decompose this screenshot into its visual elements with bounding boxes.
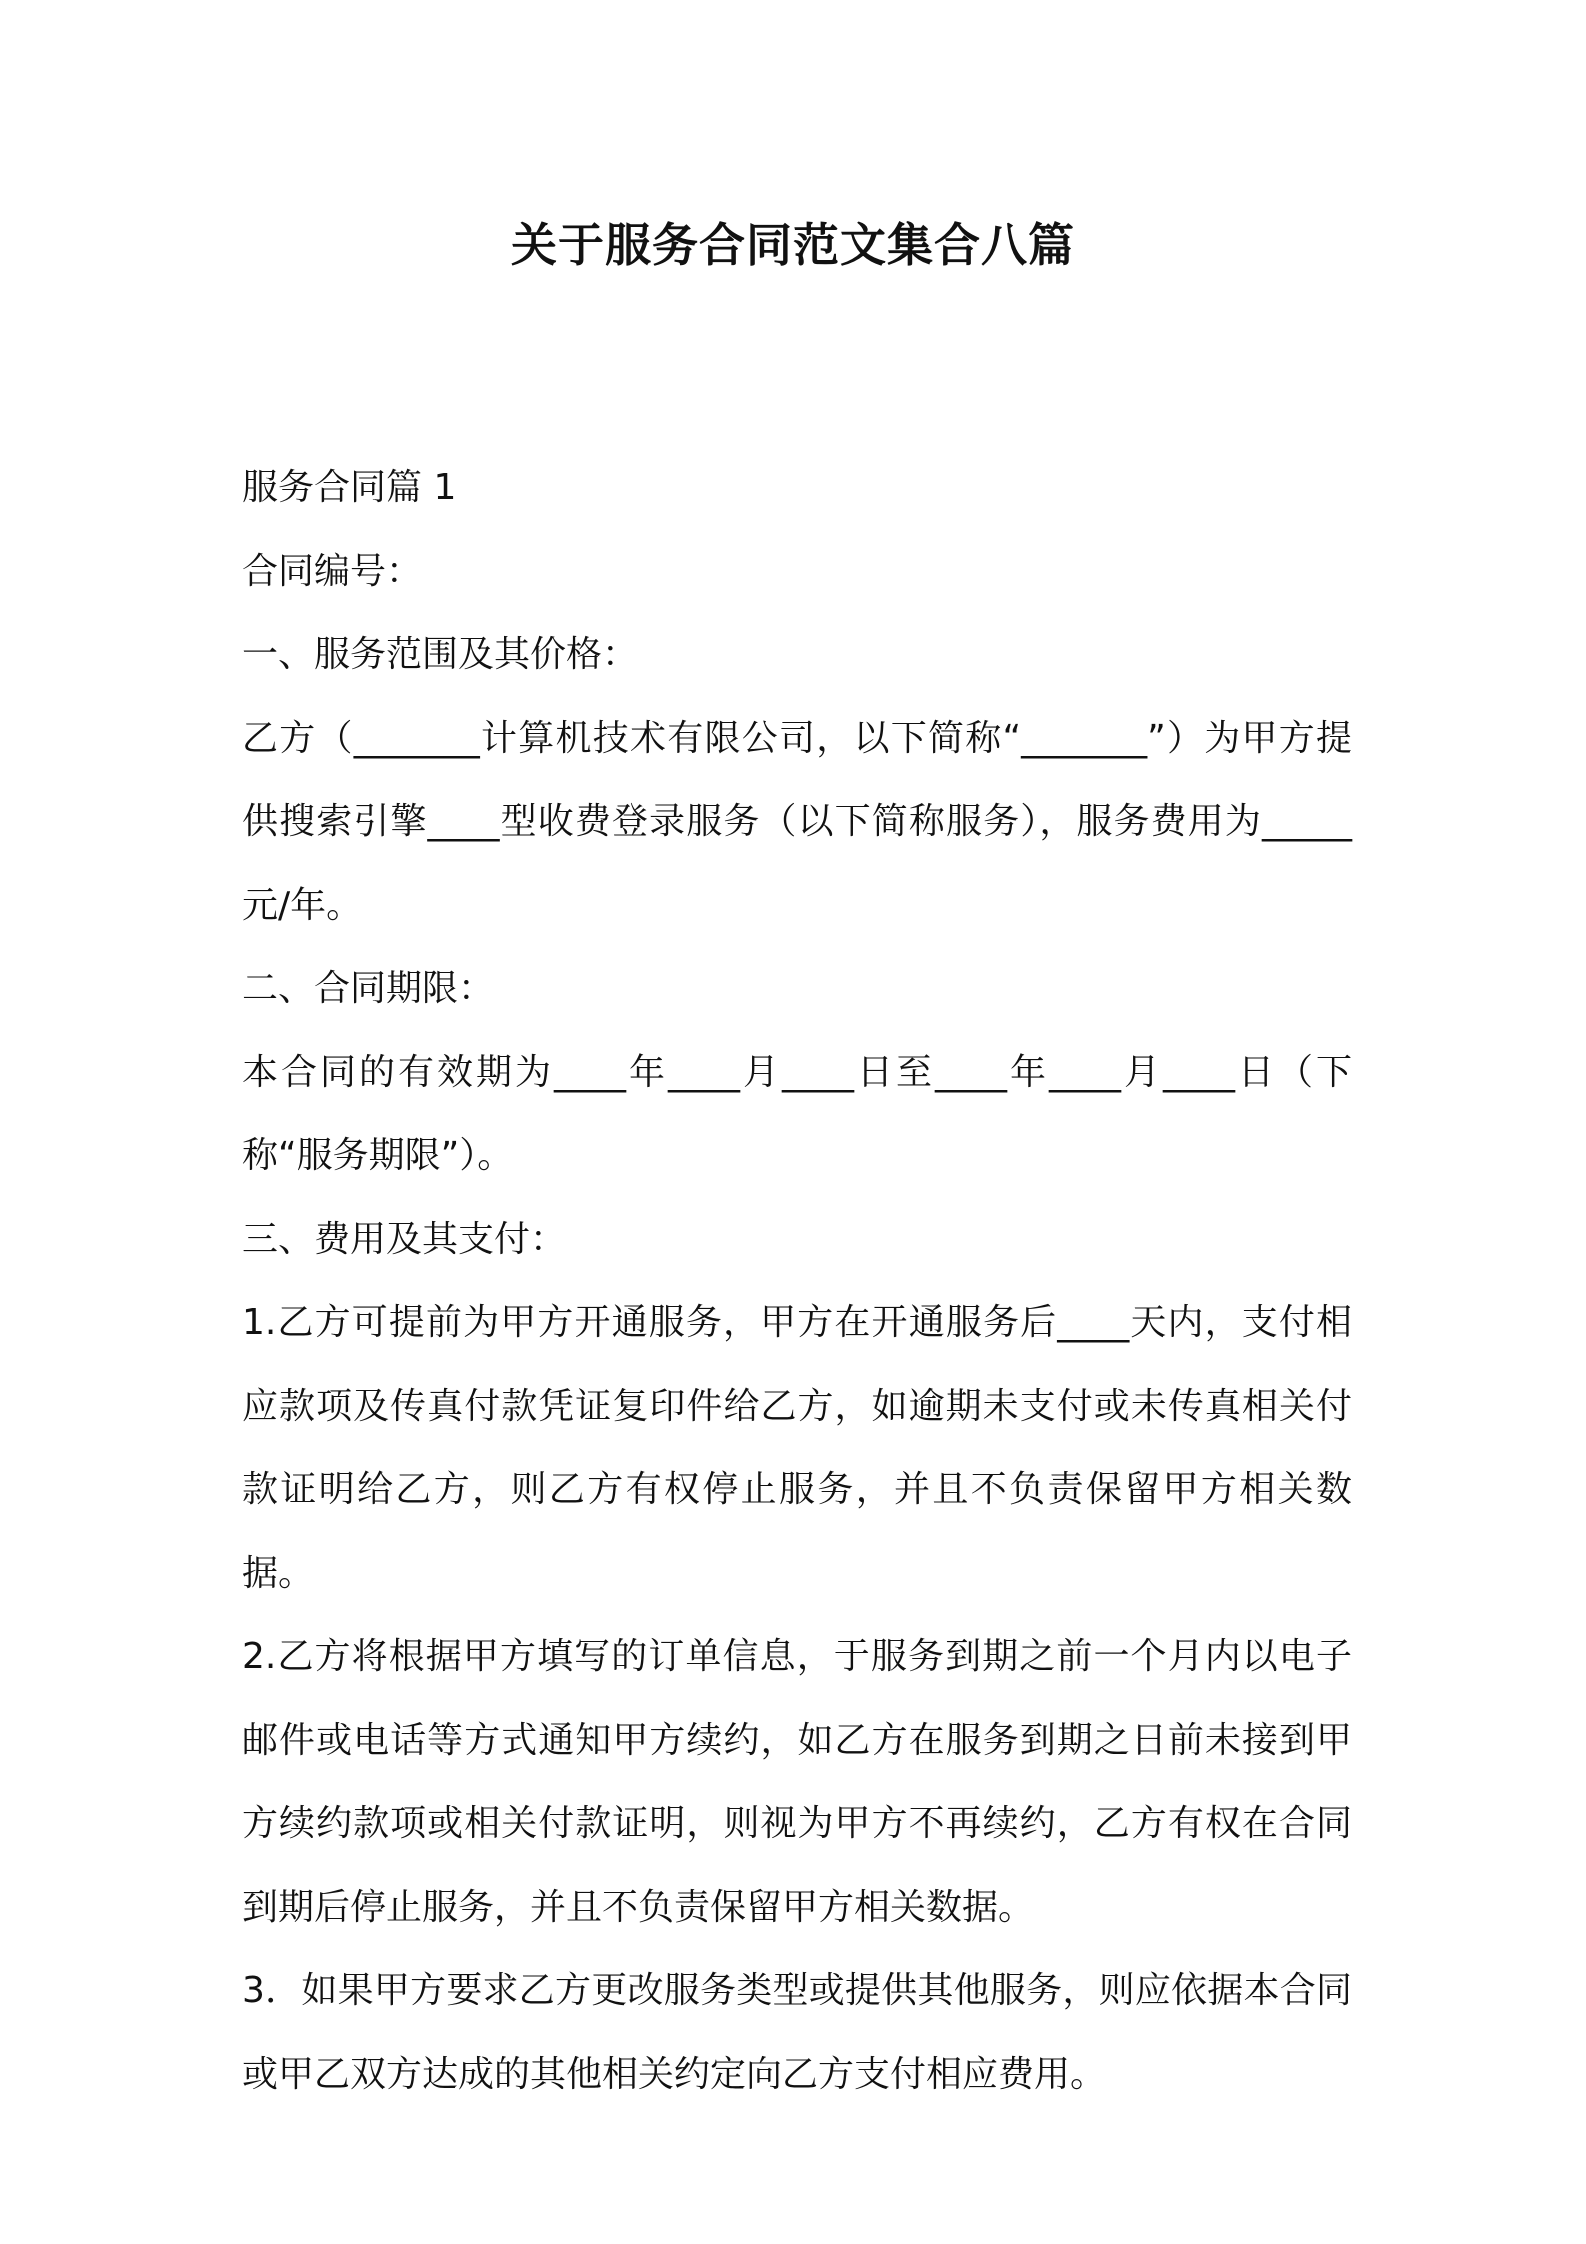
- section-heading-scope-price: 一、服务范围及其价格：: [242, 634, 639, 675]
- paragraph-term: 本合同的有效期为____年____月____日至____年____月____日（下称“服务期限”）。: [242, 1051, 1352, 1176]
- paragraph-fees-1: 1.乙方可提前为甲方开通服务，甲方在开通服务后____天内，支付相应款项及传真付款凭证复印件给乙方，如逾期未支付或未传真相关付款证明给乙方，则乙方有权停止服务，并且不负责保留甲方相关数据。: [242, 1302, 1352, 1594]
- section-heading-fees: 三、费用及其支付：: [242, 1218, 567, 1260]
- document-title: 关于服务合同范文集合八篇: [511, 218, 1075, 272]
- paragraph-fees-2: 2.乙方将根据甲方填写的订单信息，于服务到期之前一个月内以电子邮件或电话等方式通知甲方续约，如乙方在服务到期之日前未接到甲方续约款项或相关付款证明，则视为甲方不再续约，乙方有权在合同到期后停止服务，并且不负责保留甲方相关数据。: [242, 1636, 1352, 1928]
- paragraph-scope-price: 乙方（_______计算机技术有限公司，以下简称“_______”）为甲方提供搜索引擎____型收费登录服务（以下简称服务），服务费用为_____元/年。: [242, 717, 1352, 926]
- section-heading-contract-1: 服务合同篇 1: [242, 467, 457, 508]
- section-heading-term: 二、合同期限：: [242, 968, 495, 1009]
- contract-number-label: 合同编号：: [242, 550, 423, 592]
- document-body: [242, 446, 1352, 2116]
- paragraph-fees-3: 3．如果甲方要求乙方更改服务类型或提供其他服务，则应依据本合同或甲乙双方达成的其他相关约定向乙方支付相应费用。: [242, 1970, 1352, 2095]
